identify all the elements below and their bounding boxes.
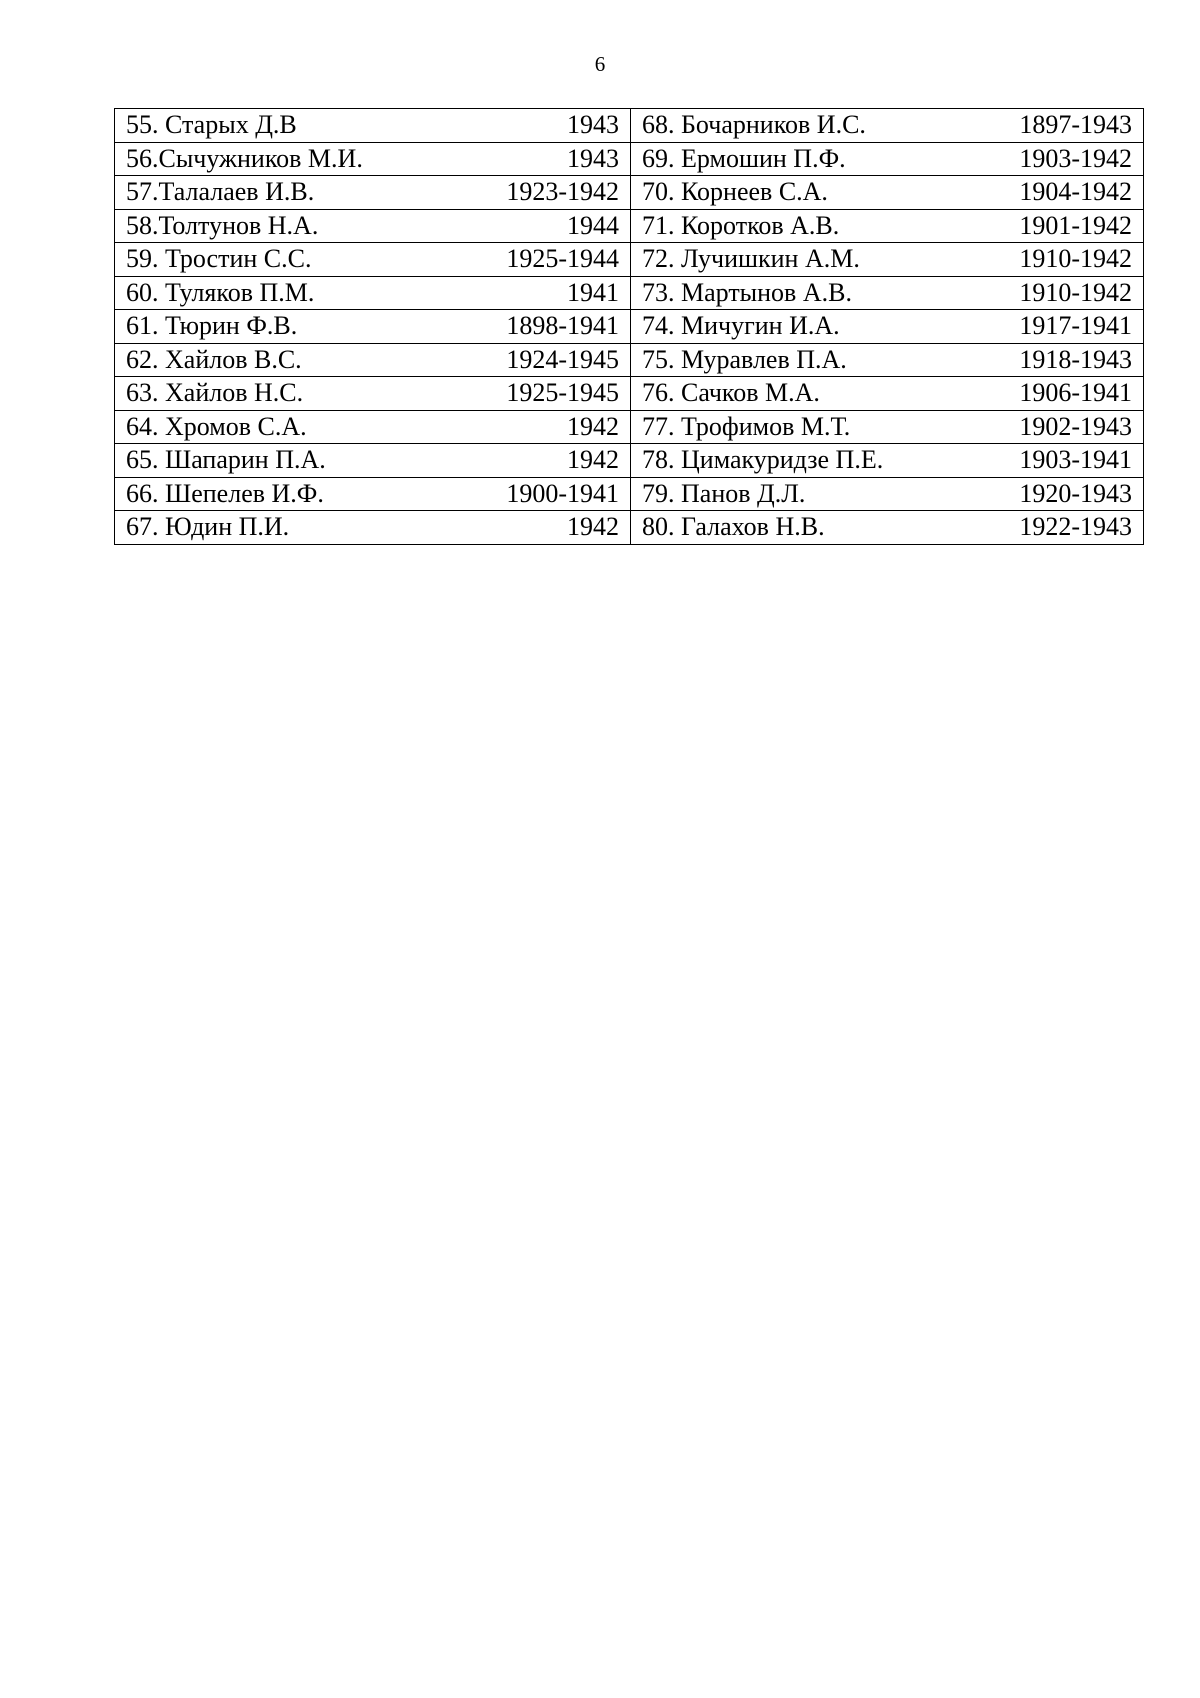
entry-years: 1942 — [567, 411, 619, 441]
entry-years: 1917-1941 — [1019, 311, 1132, 341]
entry-name: 66. Шепелев И.Ф. — [126, 478, 324, 508]
entry-years: 1900-1941 — [506, 478, 619, 508]
right-entry-cell — [631, 377, 1144, 411]
entry-name: 79. Панов Д.Л. — [642, 478, 806, 508]
table-row — [115, 477, 1144, 511]
entry-years: 1942 — [567, 445, 619, 475]
entry — [126, 378, 619, 408]
table-row — [115, 343, 1144, 377]
table-row — [115, 209, 1144, 243]
entry — [642, 479, 1132, 509]
entry-years: 1922-1943 — [1019, 512, 1132, 542]
entry-name: 80. Галахов Н.В. — [642, 512, 825, 542]
entry-years: 1943 — [567, 143, 619, 173]
entry — [642, 110, 1132, 140]
entry — [126, 512, 619, 542]
entry-name: 72. Лучишкин А.М. — [642, 244, 860, 274]
entry-years: 1901-1942 — [1019, 210, 1132, 240]
entry-years: 1925-1945 — [506, 378, 619, 408]
left-entry-cell — [115, 343, 631, 377]
entry — [126, 177, 619, 207]
entry-years: 1902-1943 — [1019, 411, 1132, 441]
entry-name: 75. Муравлев П.А. — [642, 344, 847, 374]
entry — [126, 211, 619, 241]
entry-years: 1906-1941 — [1019, 378, 1132, 408]
entry-name: 73. Мартынов А.В. — [642, 277, 852, 307]
left-entry-cell — [115, 276, 631, 310]
entry-name: 60. Туляков П.М. — [126, 277, 315, 307]
right-entry-cell — [631, 477, 1144, 511]
entry — [642, 177, 1132, 207]
right-entry-cell — [631, 243, 1144, 277]
left-entry-cell — [115, 477, 631, 511]
table-row — [115, 444, 1144, 478]
entry — [126, 412, 619, 442]
page-number: 6 — [594, 52, 606, 76]
roster-table-body — [115, 109, 1144, 545]
table-row — [115, 276, 1144, 310]
entry-name: 55. Старых Д.В — [126, 110, 297, 140]
left-entry-cell — [115, 310, 631, 344]
entry-years: 1944 — [567, 210, 619, 240]
entry-name: 78. Цимакуридзе П.Е. — [642, 445, 884, 475]
table-row — [115, 243, 1144, 277]
left-entry-cell — [115, 176, 631, 210]
entry-name: 70. Корнеев С.А. — [642, 177, 828, 207]
entry — [642, 144, 1132, 174]
entry-years: 1897-1943 — [1019, 110, 1132, 140]
entry-name: 69. Ермошин П.Ф. — [642, 143, 846, 173]
entry — [642, 311, 1132, 341]
right-entry-cell — [631, 410, 1144, 444]
entry-name: 62. Хайлов В.С. — [126, 344, 302, 374]
entry-years: 1943 — [567, 110, 619, 140]
entry — [126, 311, 619, 341]
entry — [126, 445, 619, 475]
table-row — [115, 176, 1144, 210]
entry-years: 1923-1942 — [506, 177, 619, 207]
entry — [642, 211, 1132, 241]
table-row — [115, 109, 1144, 143]
entry — [642, 512, 1132, 542]
entry-years: 1924-1945 — [506, 344, 619, 374]
entry-years: 1910-1942 — [1019, 277, 1132, 307]
table-row — [115, 377, 1144, 411]
entry-years: 1920-1943 — [1019, 478, 1132, 508]
entry-years: 1898-1941 — [506, 311, 619, 341]
right-entry-cell — [631, 310, 1144, 344]
right-entry-cell — [631, 444, 1144, 478]
entry — [642, 412, 1132, 442]
entry-name: 67. Юдин П.И. — [126, 512, 290, 542]
right-entry-cell — [631, 276, 1144, 310]
entry-years: 1910-1942 — [1019, 244, 1132, 274]
table-row — [115, 410, 1144, 444]
left-entry-cell — [115, 243, 631, 277]
entry — [642, 378, 1132, 408]
entry-name: 63. Хайлов Н.С. — [126, 378, 304, 408]
entry-name: 71. Коротков А.В. — [642, 210, 840, 240]
right-entry-cell — [631, 209, 1144, 243]
entry-name: 58.Толтунов Н.А. — [126, 210, 319, 240]
left-entry-cell — [115, 209, 631, 243]
entry — [642, 278, 1132, 308]
entry-name: 57.Талалаев И.В. — [126, 177, 315, 207]
entry-name: 77. Трофимов М.Т. — [642, 411, 851, 441]
entry-name: 68. Бочарников И.С. — [642, 110, 866, 140]
entry — [126, 110, 619, 140]
entry-years: 1903-1941 — [1019, 445, 1132, 475]
entry-name: 56.Сычужников М.И. — [126, 143, 363, 173]
right-entry-cell — [631, 511, 1144, 545]
entry-name: 64. Хромов С.А. — [126, 411, 307, 441]
entry-years: 1941 — [567, 277, 619, 307]
entry-years: 1942 — [567, 512, 619, 542]
table-row — [115, 142, 1144, 176]
entry — [126, 278, 619, 308]
entry — [126, 345, 619, 375]
left-entry-cell — [115, 511, 631, 545]
right-entry-cell — [631, 109, 1144, 143]
left-entry-cell — [115, 410, 631, 444]
entry-name: 59. Тростин С.С. — [126, 244, 312, 274]
entry — [642, 445, 1132, 475]
entry-name: 61. Тюрин Ф.В. — [126, 311, 298, 341]
entry-years: 1903-1942 — [1019, 143, 1132, 173]
table-row — [115, 310, 1144, 344]
left-entry-cell — [115, 109, 631, 143]
entry — [126, 144, 619, 174]
left-entry-cell — [115, 444, 631, 478]
entry-name: 74. Мичугин И.А. — [642, 311, 840, 341]
entry-name: 76. Сачков М.А. — [642, 378, 820, 408]
entry-years: 1925-1944 — [506, 244, 619, 274]
entry-years: 1918-1943 — [1019, 344, 1132, 374]
entry — [126, 479, 619, 509]
entry-name: 65. Шапарин П.А. — [126, 445, 326, 475]
left-entry-cell — [115, 377, 631, 411]
right-entry-cell — [631, 142, 1144, 176]
right-entry-cell — [631, 343, 1144, 377]
entry-years: 1904-1942 — [1019, 177, 1132, 207]
left-entry-cell — [115, 142, 631, 176]
roster-table — [114, 108, 1144, 545]
right-entry-cell — [631, 176, 1144, 210]
entry — [642, 345, 1132, 375]
entry — [642, 244, 1132, 274]
entry — [126, 244, 619, 274]
table-row — [115, 511, 1144, 545]
